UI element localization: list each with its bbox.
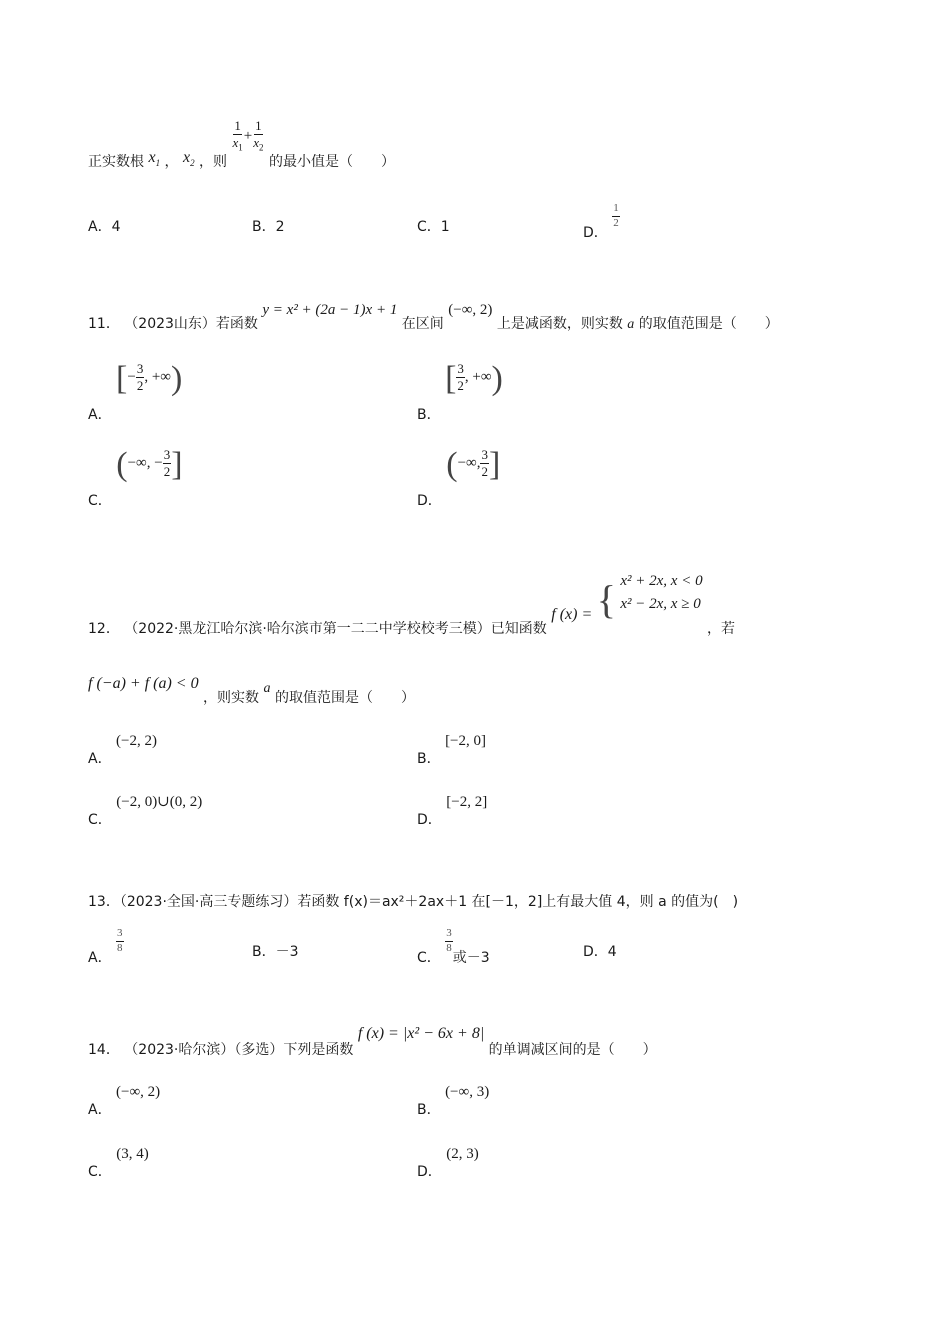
q12-option-d[interactable]: D． [−2, 2]: [417, 794, 488, 828]
q14-number: 14．: [88, 1042, 120, 1058]
q10-stem-prefix: 正实数根: [88, 153, 144, 170]
q12-case-2: x² − 2x, x ≥ 0: [620, 596, 701, 612]
q14-function: f (x) = |x² − 6x + 8|: [357, 1025, 485, 1042]
q10-frac-1: $\frac{1}{x_1}$: [232, 118, 243, 153]
q13-option-d[interactable]: D．4: [583, 944, 617, 960]
q12-case-1: x² + 2x, x < 0: [620, 573, 703, 589]
q10-option-a[interactable]: A．4: [88, 219, 121, 235]
q12-option-b[interactable]: B． [−2, 0]: [417, 733, 487, 767]
q10-frac-2: $\frac{1}{x_2}$: [253, 118, 264, 153]
q12-inequality: f (−a) + f (a) < 0: [88, 675, 199, 692]
q12-number: 12．: [88, 621, 120, 637]
q13-option-c[interactable]: C． $\frac{3}{8}$ 或－3: [417, 927, 490, 967]
q12-option-a[interactable]: A． (−2, 2): [88, 733, 157, 767]
q12-fx: f (x) =: [551, 606, 593, 623]
q12-option-c[interactable]: C． (−2, 0)∪(0, 2): [88, 794, 203, 828]
q11-function: y = x² + (2a − 1)x + 1: [262, 302, 398, 318]
q10-option-d-frac: $\frac{1}{2}$: [613, 202, 619, 229]
q14-option-d[interactable]: D． (2, 3): [417, 1146, 479, 1180]
q11-option-b[interactable]: B． [ $\frac{3}{2}$ , +∞): [417, 360, 503, 423]
q11-option-c[interactable]: C． (−∞, − $\frac{3}{2}$ ]: [88, 446, 183, 509]
q12-source: （2022·黑龙江哈尔滨·哈尔滨市第一二二中学校校考三模）已知函数: [124, 621, 547, 637]
q14-source: （2023·哈尔滨）（多选）下列是函数: [124, 1042, 354, 1058]
q11-option-a[interactable]: A． [− $\frac{3}{2}$ , +∞): [88, 360, 183, 423]
q11-option-d[interactable]: D． (−∞, $\frac{3}{2}$ ]: [417, 446, 501, 509]
q12-stem: 12． （2022·黑龙江哈尔滨·哈尔滨市第一二二中学校校考三模）已知函数 f (x) = { x² + 2x, x < 0 x² − 2x, x ≥ 0 ，若: [88, 573, 736, 637]
q14-stem: 14． （2023·哈尔滨）（多选）下列是函数 f (x) = |x² − 6x + 8| 的单调减区间的是（ ）: [88, 1025, 657, 1058]
q14-option-b[interactable]: B． (−∞, 3): [417, 1084, 490, 1118]
q10-option-d[interactable]: D． $\frac{1}{2}$: [583, 202, 619, 242]
q10-x2: x: [182, 148, 191, 166]
q14-option-a[interactable]: A． (−∞, 2): [88, 1084, 161, 1118]
q13-option-b[interactable]: B．－3: [252, 944, 299, 960]
q12-brace: {: [596, 577, 616, 622]
q13-number: 13．: [88, 894, 120, 910]
q11-number: 11．: [88, 316, 120, 332]
q11-stem: 11． （2023山东）若函数 y = x² + (2a − 1)x + 1 在区间 (−∞, 2) 上是减函数，则实数 a 的取值范围是（ ）: [88, 302, 779, 332]
q12-condition: f (−a) + f (a) < 0 ，则实数 a 的取值范围是（ ）: [88, 675, 415, 706]
q13-stem: [88, 895, 738, 909]
q13-stem-text: （2023·全国·高三专题练习）若函数 f(x)＝ax²＋2ax＋1 在[－1，2]上有最大值 4，则 a 的值为( ): [119, 894, 739, 910]
q10-stem-suffix: 的最小值是（ ）: [268, 153, 395, 170]
q10-option-c[interactable]: C．1: [417, 219, 450, 235]
q14-option-c[interactable]: C． (3, 4): [88, 1146, 149, 1180]
q10-option-b[interactable]: B．2: [252, 219, 285, 235]
q13-option-a[interactable]: A． $\frac{3}{8}$: [88, 927, 123, 967]
q11-source: （2023山东）若函数: [124, 316, 258, 332]
q10-x1: x: [148, 148, 156, 166]
q11-interval: (−∞, 2): [448, 302, 493, 318]
q10-stem: 正实数根 $x_1$ ， $x_2$ ，则 $\frac{1}{x_1}$ + $\frac{1}{x_2}$ 的最小值是（ ）: [88, 118, 395, 170]
